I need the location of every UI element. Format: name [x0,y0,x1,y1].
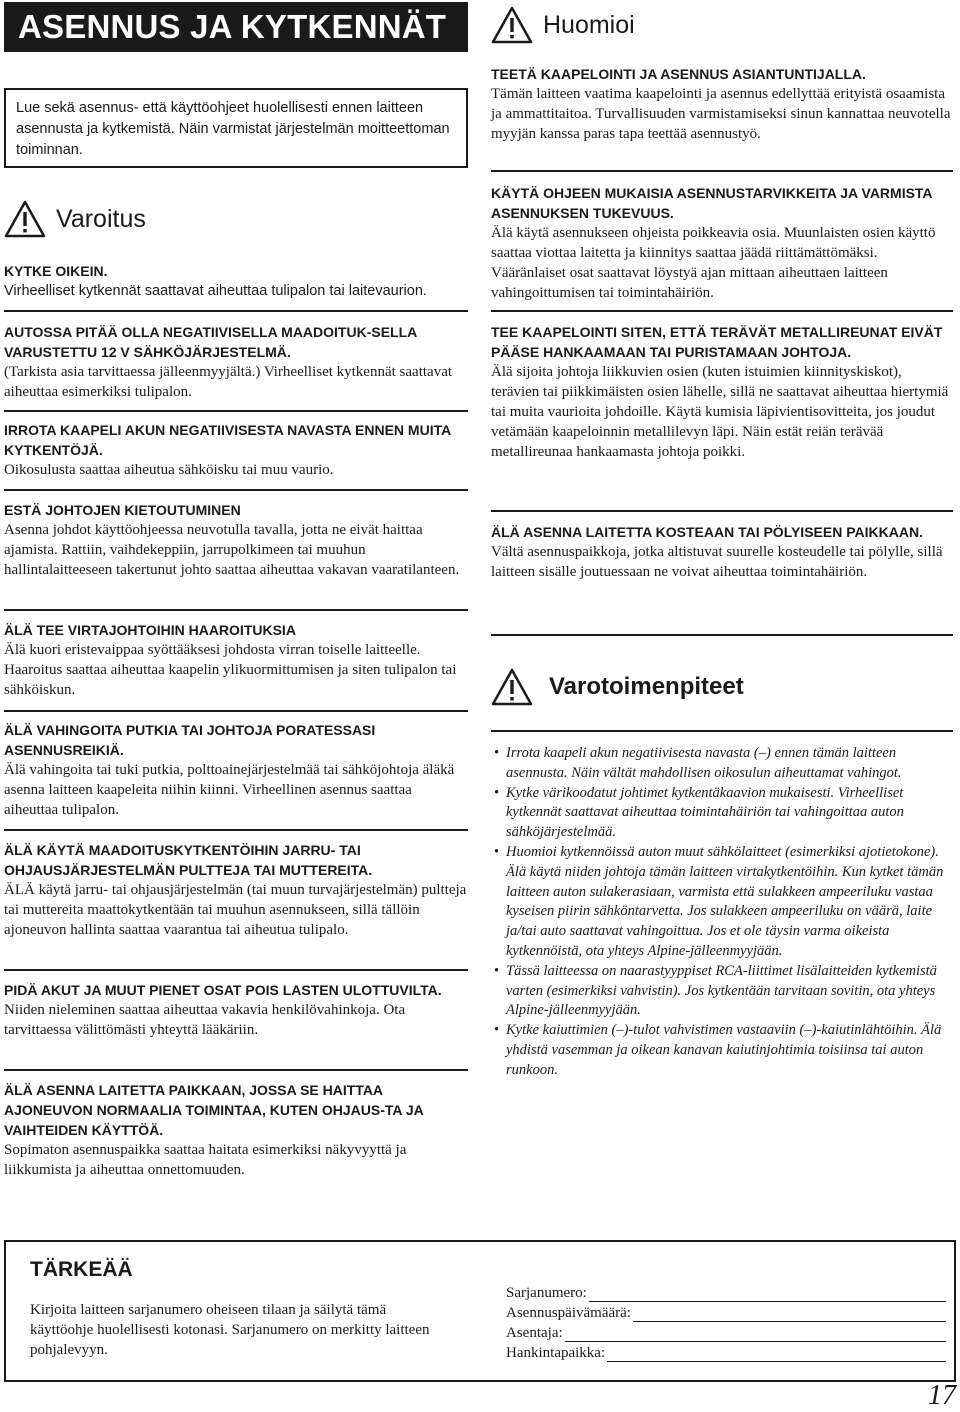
warning-triangle-icon [491,668,533,706]
varoitus-section-8 [4,980,468,1040]
varoitus-section-2 [4,322,468,402]
varoitus-heading [4,200,146,238]
section-body: ÄLÄ käytä jarru- tai ohjausjärjestelmän (tai muun turvajärjestelmän) pultteja tai muttereita maattokytkentään tai muuhun asennukseen, sillä tällöin ajoneuvon hallinta saattaa vaarantua tai aiheutua tulipalo. [4,882,467,938]
warning-triangle-icon [4,200,46,238]
section-heading: ÄLÄ TEE VIRTAJOHTOIHIN HAAROITUKSIA [4,622,296,638]
page-title: ASENNUS JA KYTKENNÄT [4,2,468,52]
list-item: • Kytke kaiuttimien (–)-tulot vahvistimen vastaaviin (–)-kaiutinlähtöihin. Älä yhdistä vasemman ja oikean kanavan kaiutinjohtimia toisiinsa tai auton runkoon. [494,1021,954,1080]
varoitus-section-4 [4,500,468,580]
divider [491,634,953,636]
section-heading: TEE KAAPELOINTI SITEN, ETTÄ TERÄVÄT METALLIREUNAT EIVÄT PÄÄSE HANKAAMAAN TAI PURISTAMAAN JOHTOJA. [491,324,943,360]
divider [491,170,953,172]
important-box [4,1240,956,1382]
divider [4,969,468,971]
varoitus-section-1 [4,261,468,301]
field-label: Asennuspäivämäärä: [506,1305,631,1321]
huomioi-section-2 [491,183,953,303]
section-body: Niiden nieleminen saattaa aiheuttaa vakavia henkilövahinkoja. Ota tarvittaessa välittömästi yhteyttä lääkäriin. [4,1002,406,1038]
section-body: Sopimaton asennuspaikka saattaa haitata esimerkiksi näkyvyyttä ja liikkumista ja aiheuttaa onnettomuuden. [4,1142,407,1178]
section-heading: KÄYTÄ OHJEEN MUKAISIA ASENNUSTARVIKKEITA JA VARMISTA ASENNUKSEN TUKEVUUS. [491,185,933,221]
section-body: Tämän laitteen vaatima kaapelointi ja asennus edellyttää erityistä osaamista ja ammattitaitoa. Turvallisuuden varmistamiseksi sinun kannattaa neuvotella myyjän kanssa paras tapa teettää asennustyö. [491,86,951,142]
divider [4,1069,468,1071]
varoitus-heading-text: Varoitus [56,204,146,233]
section-body: Älä käytä asennukseen ohjeista poikkeavia osia. Muunlaisten osien käyttö saattaa viottaa laitetta ja kiinnitys saattaa jäädä riittämättömäksi. Vääränlaiset osat saattavat löystyä ajan mittaan aiheuttaen laitteen vahingoittumisen tai toimintahäiriön. [491,225,936,301]
section-body: Älä kuori eristevaippaa syöttääksesi johdosta virran toiselle laitteelle. Haaroitus saattaa aiheuttaa kaapelin ylikuormittumisen ja siten tulipalon tai sähköiskun. [4,642,457,698]
huomioi-heading-text: Huomioi [543,10,635,39]
section-body: Vältä asennuspaikkoja, jotka altistuvat suurelle kosteudelle tai pölylle, sillä laitteen sisälle joutuessaan ne voivat aiheuttaa toimintahäiriön. [491,544,943,580]
intro-box [4,88,468,168]
section-body: Virheelliset kytkennät saattavat aiheuttaa tulipalon tai laitevaurion. [4,283,427,299]
precautions-list [494,744,954,1081]
section-body: Älä sijoita johtoja liikkuvien osien (kuten istuimien kiinnityskiskot), terävien tai piikkimäisten osien lähelle, sillä ne saattavat aiheuttaa hiertymiä tai muita vaurioita johdoille. Käytä kumisia läpivientisovitteita, jos joudut vetämään kaapeloinnin metallilevyn läpi. Näin estät reiän terävää metallireunaa hankaamasta johtoja poikki. [491,364,949,460]
section-heading: IRROTA KAAPELI AKUN NEGATIIVISESTA NAVASTA ENNEN MUITA KYTKENTÖJÄ. [4,422,451,458]
installer-field[interactable] [506,1322,946,1342]
section-body: (Tarkista asia tarvittaessa jälleenmyyjältä.) Virheelliset kytkennät saattavat aiheuttaa esimerkiksi tulipalon. [4,364,453,400]
divider [4,489,468,491]
varoitus-section-9 [4,1080,468,1180]
divider [4,710,468,712]
install-date-field[interactable] [506,1302,946,1322]
serial-number-field[interactable] [506,1282,946,1302]
list-item: • Huomioi kytkennöissä auton muut sähkölaitteet (esimerkiksi ajotietokone). Älä käytä niiden johtoja tämän laitteen virtakytkentöihin. Kun kytket tämän laitteen auton sulakerasiaan, varmista että sulakkeen ampeeriluku vastaa kyseisen piirin sähköntarvetta. Jos sulakkeen ampeeriluku on väärä, laite ja/tai auto saattavat vahingoittua. Jos et ole täysin varma oikeista kytkennöistä, ota yhteys Alpine-jälleenmyyjään. [494,843,954,962]
huomioi-section-3 [491,322,953,462]
purchase-place-field[interactable] [506,1342,946,1362]
field-label: Sarjanumero: [506,1285,587,1301]
list-item: • Irrota kaapeli akun negatiivisesta navasta (–) ennen tämän laitteen asennusta. Näin vältät mahdollisen oikosulun aiheuttamat vahingot. [494,744,954,784]
divider [491,510,953,512]
section-heading: ÄLÄ KÄYTÄ MAADOITUSKYTKENTÖIHIN JARRU- TAI OHJAUSJÄRJESTELMÄN PULTTEJA TAI MUTTEREITA. [4,842,373,878]
varotoimenpiteet-heading-text: Varotoimenpiteet [549,673,744,700]
section-heading: PIDÄ AKUT JA MUUT PIENET OSAT POIS LASTEN ULOTTUVILTA. [4,982,442,998]
section-heading: AUTOSSA PITÄÄ OLLA NEGATIIVISELLA MAADOITUK-SELLA VARUSTETTU 12 V SÄHKÖJÄRJESTELMÄ. [4,324,417,360]
varoitus-section-7 [4,840,468,940]
section-body: Älä vahingoita tai tuki putkia, polttoainejärjestelmää tai sähköjohtoja äläkä asenna laitteen kaapeleita niihin kiinni. Virheellinen asennus saattaa aiheuttaa tulipalon. [4,762,455,818]
huomioi-section-1 [491,64,953,144]
varoitus-section-3 [4,420,468,480]
divider [491,730,953,732]
varoitus-section-6 [4,720,468,820]
list-item: • Kytke värikoodatut johtimet kytkentäkaavion mukaisesti. Virheelliset kytkennät saattavat aiheuttaa toimintahäiriön tai vahingoittaa auton sähköjärjestelmää. [494,784,954,843]
section-heading: KYTKE OIKEIN. [4,263,108,279]
divider [4,410,468,412]
section-heading: ESTÄ JOHTOJEN KIETOUTUMINEN [4,502,241,518]
divider [4,310,468,312]
section-body: Oikosulusta saattaa aiheutua sähköisku tai muu vaurio. [4,462,334,478]
section-body: Asenna johdot käyttöohjeessa neuvotulla tavalla, jotta ne eivät haittaa ajamista. Rattiin, vaihdekeppiin, jarrupolkimeen tai muuhun hallintalaitteeseen takertunut johto saattaa aiheuttaa vakavan vaaratilanteen. [4,522,460,578]
varotoimenpiteet-heading [491,668,744,706]
intro-text: Lue sekä asennus- että käyttöohjeet huolellisesti ennen laitteen asennusta ja kytkemistä. Näin varmistat järjestelmän moitteettoman toiminnan. [16,100,450,158]
divider [4,609,468,611]
divider [491,310,953,312]
field-label: Asentaja: [506,1325,563,1341]
huomioi-section-4 [491,522,953,582]
huomioi-heading [491,6,635,44]
section-heading: TEETÄ KAAPELOINTI JA ASENNUS ASIANTUNTIJALLA. [491,66,866,82]
serial-fields [506,1282,946,1362]
list-item: • Tässä laitteessa on naarastyyppiset RCA-liittimet lisälaitteiden kytkemistä varten (esimerkiksi vahvistin). Jos kytkentään tarvitaan sovitin, ota yhteys Alpine-jälleenmyyjään. [494,962,954,1021]
section-heading: ÄLÄ VAHINGOITA PUTKIA TAI JOHTOJA PORATESSASI ASENNUSREIKIÄ. [4,722,376,758]
important-text: Kirjoita laitteen sarjanumero oheiseen tilaan ja säilytä tämä käyttöohje huolellisesti kotonasi. Sarjanumero on merkitty laitteen pohjalevyyn. [30,1302,430,1358]
varoitus-section-5 [4,620,468,700]
section-heading: ÄLÄ ASENNA LAITETTA PAIKKAAN, JOSSA SE HAITTAA AJONEUVON NORMAALIA TOIMINTAA, KUTEN OHJAUS-TA JA VAIHTEIDEN KÄYTTÖÄ. [4,1082,424,1138]
page-number: 17 [928,1380,956,1411]
divider [4,829,468,831]
important-title: TÄRKEÄÄ [30,1258,133,1281]
section-heading: ÄLÄ ASENNA LAITETTA KOSTEAAN TAI PÖLYISEEN PAIKKAAN. [491,524,923,540]
field-label: Hankintapaikka: [506,1345,606,1361]
warning-triangle-icon [491,6,533,44]
